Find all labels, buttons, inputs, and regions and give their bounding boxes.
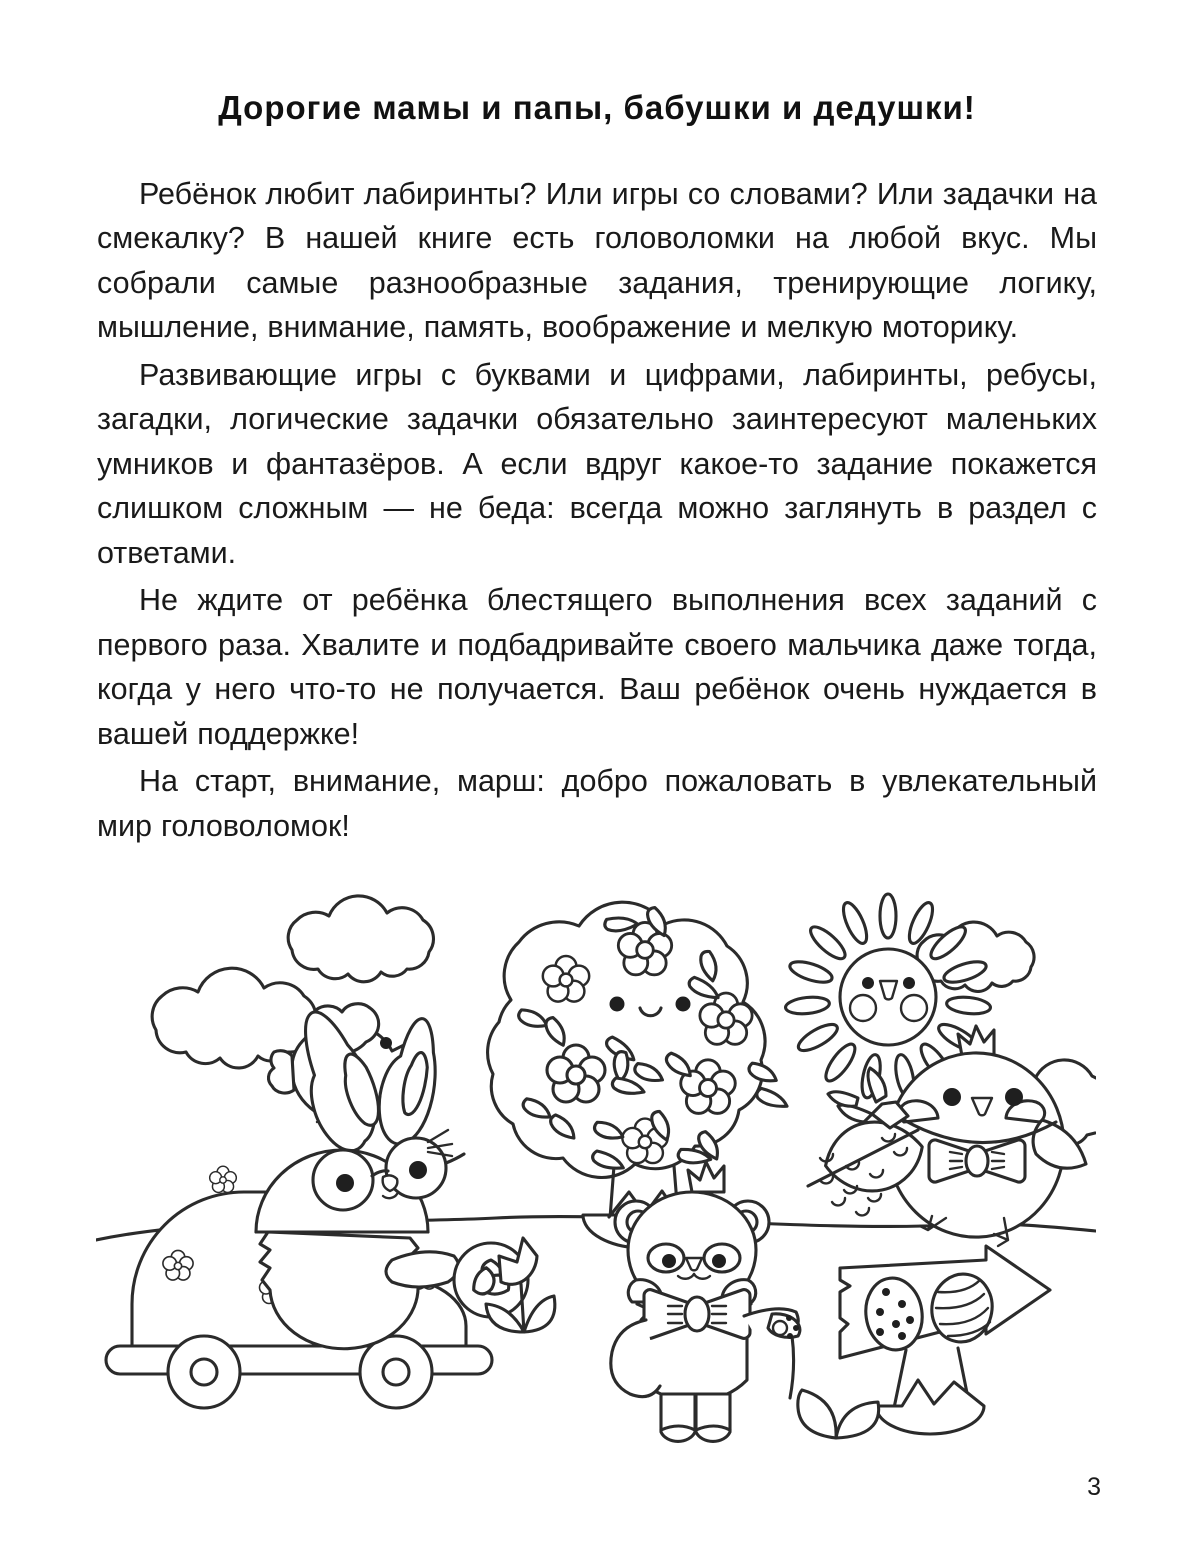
paragraph-4: На старт, внимание, марш: добро пожаловать в увлекательный мир головоломок! bbox=[97, 764, 1097, 843]
bunny-in-car-icon bbox=[106, 1003, 528, 1408]
leaf-pair-icon bbox=[798, 1390, 879, 1438]
cloud-upper-left-icon bbox=[288, 896, 433, 982]
chick-with-bowtie-icon bbox=[888, 1026, 1086, 1246]
text-column bbox=[97, 88, 1097, 848]
illustration bbox=[96, 880, 1096, 1460]
bear-bowtie bbox=[644, 1290, 750, 1339]
paragraph-3: Не ждите от ребёнка блестящего выполнения всех заданий с первого раза. Хвалите и подбадривайте своего мальчика даже тогда, когда у него что-то не получается. Ваш ребёнок очень нуждается в вашей поддержке! bbox=[97, 583, 1097, 751]
page-number: 3 bbox=[1087, 1473, 1101, 1501]
chick-bowtie bbox=[929, 1140, 1025, 1182]
paragraph-2: Развивающие игры с буквами и цифрами, лабиринты, ребусы, загадки, логические задачки обязательно заинтересуют маленьких умников и фантазёров. А если вдруг какое-то задание покажется слишком сложным — не беда: всегда можно заглянуть в раздел с ответами. bbox=[97, 357, 1097, 570]
flowering-tree-icon bbox=[488, 902, 789, 1248]
cloud-left-icon bbox=[152, 968, 316, 1068]
page-title: Дорогие мамы и папы, бабушки и дедушки! bbox=[218, 89, 976, 126]
bear-with-bowtie-icon bbox=[611, 1162, 800, 1441]
paragraph-1: Ребёнок любит лабиринты? Или игры со словами? Или задачки на смекалку? В нашей книге есть головоломки на любой вкус. Мы собрали самые разнообразные задания, тренирующие логику, мышление, внимание, память, воображение и мелкую моторику. bbox=[97, 176, 1097, 345]
